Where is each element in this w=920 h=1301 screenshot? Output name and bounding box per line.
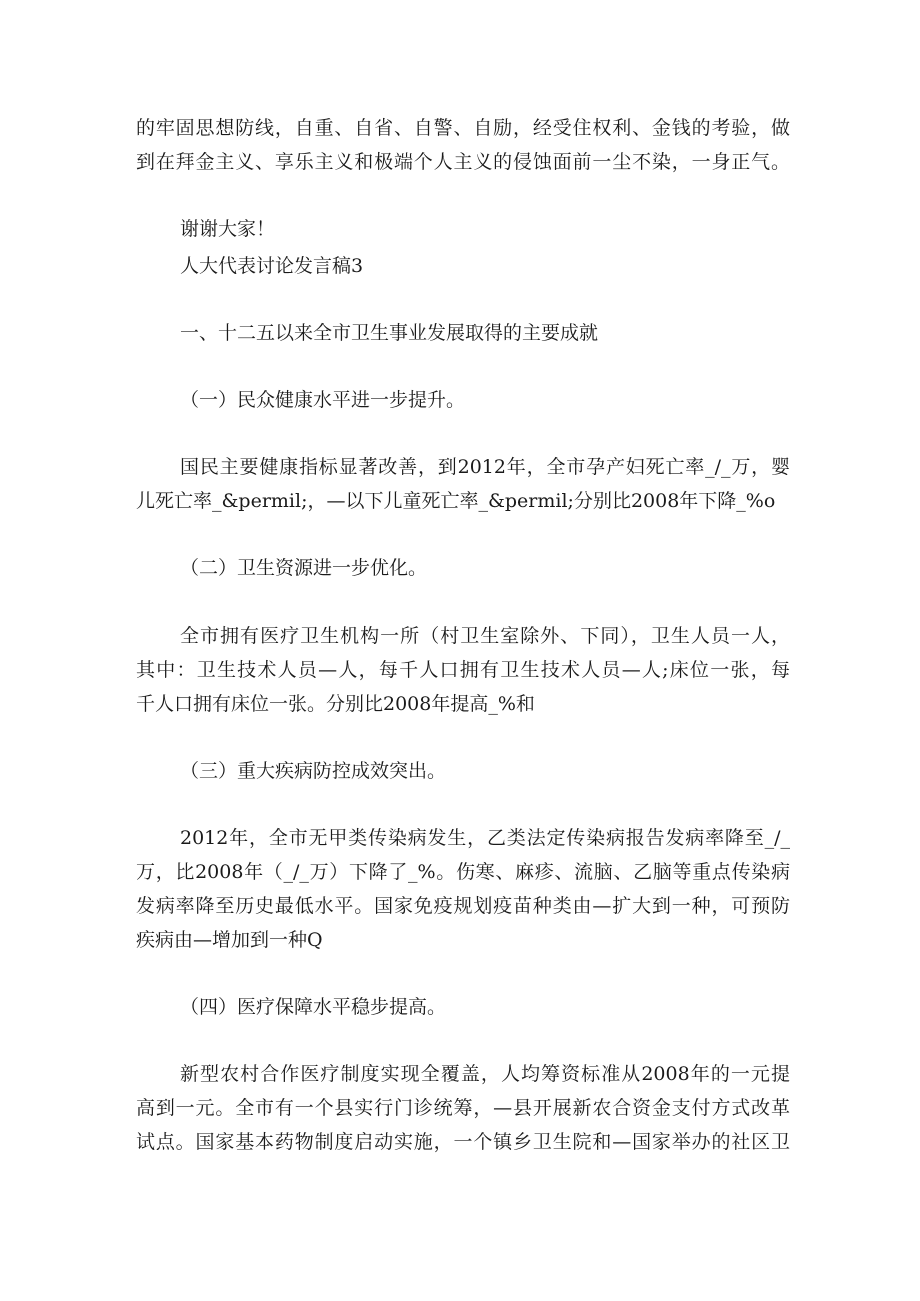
subsection-heading: （一）民众健康水平进一步提升。 xyxy=(180,389,466,411)
paragraph-line: 新型农村合作医疗制度实现全覆盖，人均筹资标准从2008年的一元提 xyxy=(180,1063,790,1085)
paragraph-line: 国民主要健康指标显著改善，到2012年，全市孕产妇死亡率_/_万，婴 xyxy=(180,456,790,478)
paragraph-line: 2012年，全市无甲类传染病发生，乙类法定传染病报告发病率降至_/_ xyxy=(180,827,790,849)
paragraph-line: 其中：卫生技术人员—人，每千人口拥有卫生技术人员—人;床位一张，每 xyxy=(136,659,790,681)
subsection-heading: （二）卫生资源进一步优化。 xyxy=(180,557,428,579)
paragraph-line: 千人口拥有床位一张。分别比2008年提高_%和 xyxy=(136,693,535,715)
closing-thanks: 谢谢大家！ xyxy=(180,218,276,240)
document-title: 人大代表讨论发言稿3 xyxy=(180,255,364,277)
paragraph-line: 万，比2008年（_/_万）下降了_%。伤寒、麻疹、流脑、乙脑等重点传染病 xyxy=(136,861,790,883)
section-heading: 一、十二五以来全市卫生事业发展取得的主要成就 xyxy=(180,322,599,344)
paragraph-line: 高到一元。全市有一个县实行门诊统筹，—县开展新农合资金支付方式改革 xyxy=(136,1097,790,1119)
subsection-heading: （三）重大疾病防控成效突出。 xyxy=(180,760,447,782)
subsection-heading: （四）医疗保障水平稳步提高。 xyxy=(180,996,447,1018)
paragraph-line: 发病率降至历史最低水平。国家免疫规划疫苗种类由—扩大到一种，可预防 xyxy=(136,895,790,917)
paragraph-line: 试点。国家基本药物制度启动实施，一个镇乡卫生院和—国家举办的社区卫 xyxy=(136,1131,790,1153)
paragraph-line: 疾病由—增加到一种Q xyxy=(136,929,323,951)
paragraph-line: 全市拥有医疗卫生机构一所（村卫生室除外、下同），卫生人员一人， xyxy=(180,625,790,647)
paragraph-line: 的牢固思想防线，自重、自省、自警、自励，经受住权利、金钱的考验，做 xyxy=(136,117,790,139)
paragraph-line: 儿死亡率_&permil;，—以下儿童死亡率_&permil;分别比2008年下降_%o xyxy=(136,490,776,512)
paragraph-line: 到在拜金主义、享乐主义和极端个人主义的侵蚀面前一尘不染，一身正气。 xyxy=(136,151,790,173)
